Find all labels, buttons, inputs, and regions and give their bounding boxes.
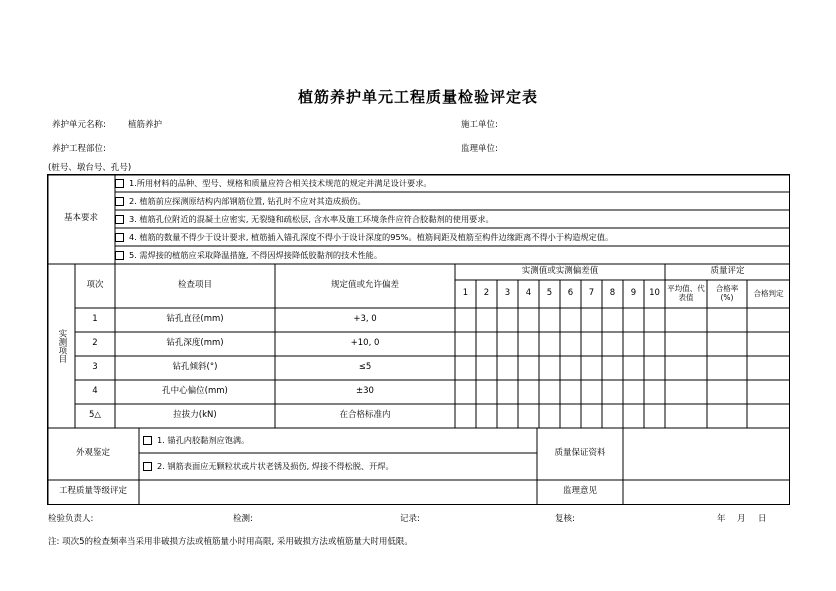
basic-requirement-1-checkbox[interactable]: [115, 179, 124, 188]
basic-requirement-4-checkbox[interactable]: [115, 233, 124, 242]
row-4-no: 4: [92, 386, 98, 397]
pile-note: (桩号、墩台号、孔号): [48, 163, 132, 173]
basic-requirement-5: [115, 246, 382, 264]
measure-col-1: 1: [462, 288, 469, 299]
basic-requirement-1: [115, 174, 432, 192]
row-5-no: 5△: [89, 410, 101, 421]
basic-requirement-3-checkbox[interactable]: [115, 215, 124, 224]
basic-requirement-5-checkbox[interactable]: [115, 251, 124, 260]
unit-name-value: 植筋养护: [128, 120, 163, 130]
unit-name-label: 养护单元名称:: [52, 120, 106, 130]
row-4-spec: ±30: [356, 386, 374, 397]
col-measured-group: 实测值或实测偏差值: [521, 266, 599, 277]
basic-requirements-label: 基本要求: [63, 213, 98, 224]
row-2-no: 2: [92, 338, 98, 349]
basic-requirement-4-text: 4. 植筋的数量不得少于设计要求, 植筋插入锚孔深度不得小于设计深度的95%。植筋间距及植筋至构件边缘距离不得小于构造规定值。: [129, 231, 614, 242]
col-judge: 合格判定: [753, 288, 784, 298]
page-title: 植筋养护单元工程质量检验评定表: [297, 88, 538, 106]
quality-assurance-label: 质量保证资料: [554, 448, 606, 459]
quality-grade-label: 工程质量等级评定: [58, 486, 127, 497]
inspector-label: 检验负责人:: [48, 514, 94, 524]
col-spec: 规定值或允许偏差: [330, 280, 399, 291]
row-1-spec: +3, 0: [353, 314, 377, 325]
col-rate: 合格率(%): [715, 284, 739, 302]
measured-items-side-label: 实测项目: [56, 329, 67, 363]
supervision-opinion-label: 监理意见: [562, 486, 597, 497]
checker-label: 检测:: [233, 514, 253, 524]
appearance-item-2: [143, 453, 394, 480]
row-4-item: 孔中心偏位(mm): [162, 386, 228, 397]
col-item-no: 项次: [86, 280, 104, 291]
row-1-item: 钻孔直径(mm): [166, 314, 224, 325]
date-year: 年: [717, 514, 726, 524]
row-2-spec: +10, 0: [350, 338, 380, 349]
reviewer-label: 复核:: [555, 514, 575, 524]
basic-requirement-2-checkbox[interactable]: [115, 197, 124, 206]
measure-col-3: 3: [504, 288, 511, 299]
row-2-item: 钻孔深度(mm): [166, 338, 224, 349]
construction-unit-label: 施工单位:: [461, 120, 498, 130]
measure-col-8: 8: [609, 288, 616, 299]
col-quality-group: 质量评定: [710, 266, 745, 277]
basic-requirement-3-text: 3. 植筋孔位附近的混凝土应密实, 无裂缝和疏松层, 含水率及施工环境条件应符合胶黏剂的使用要求。: [129, 213, 494, 224]
appearance-item-1-text: 1. 锚孔内胶黏剂应饱满。: [157, 435, 250, 445]
part-label: 养护工程部位:: [52, 144, 106, 154]
footnote: 注: 项次5的检查频率当采用非破损方法或植筋量小时用高限, 采用破损方法或植筋量大时用低限。: [48, 537, 413, 547]
appearance-item-1-checkbox[interactable]: [143, 436, 152, 445]
row-3-no: 3: [92, 362, 98, 373]
row-1-no: 1: [92, 314, 98, 325]
basic-requirement-2: [115, 192, 366, 210]
measure-col-9: 9: [630, 288, 637, 299]
appearance-item-2-checkbox[interactable]: [143, 462, 152, 471]
appearance-item-1: [143, 428, 249, 453]
basic-requirement-4: [115, 228, 613, 246]
col-check-item: 检查项目: [177, 280, 212, 291]
basic-requirement-5-text: 5. 需焊接的植筋应采取降温措施, 不得因焊接降低胶黏剂的技术性能。: [129, 249, 383, 260]
basic-requirement-1-text: 1.所用材料的品种、型号、规格和质量应符合相关技术规范的规定并满足设计要求。: [129, 177, 432, 188]
date-month: 月: [737, 514, 746, 524]
measure-col-6: 6: [567, 288, 574, 299]
inspection-table: [47, 174, 790, 505]
row-3-spec: ≤5: [358, 362, 372, 373]
measure-col-10: 10: [649, 288, 660, 299]
row-5-item: 拉拔力(kN): [173, 410, 217, 421]
col-avg: 平均值、代表值: [667, 284, 705, 302]
row-5-spec: 在合格标准内: [339, 410, 391, 421]
basic-requirement-2-text: 2. 植筋前应探测原结构内部钢筋位置, 钻孔时不应对其造成损伤。: [129, 195, 366, 206]
basic-requirement-3: [115, 210, 494, 228]
supervision-unit-label: 监理单位:: [461, 144, 498, 154]
date-day: 日: [758, 514, 767, 524]
recorder-label: 记录:: [400, 514, 420, 524]
measure-col-4: 4: [525, 288, 532, 299]
measure-col-2: 2: [483, 288, 490, 299]
measure-col-7: 7: [588, 288, 595, 299]
appearance-label: 外观鉴定: [75, 448, 110, 459]
appearance-item-2-text: 2. 钢筋表面应无颗粒状或片状老锈及损伤, 焊接不得松脱、开焊。: [157, 461, 394, 471]
measure-col-5: 5: [546, 288, 553, 299]
row-3-item: 钻孔倾斜(°): [172, 362, 218, 373]
